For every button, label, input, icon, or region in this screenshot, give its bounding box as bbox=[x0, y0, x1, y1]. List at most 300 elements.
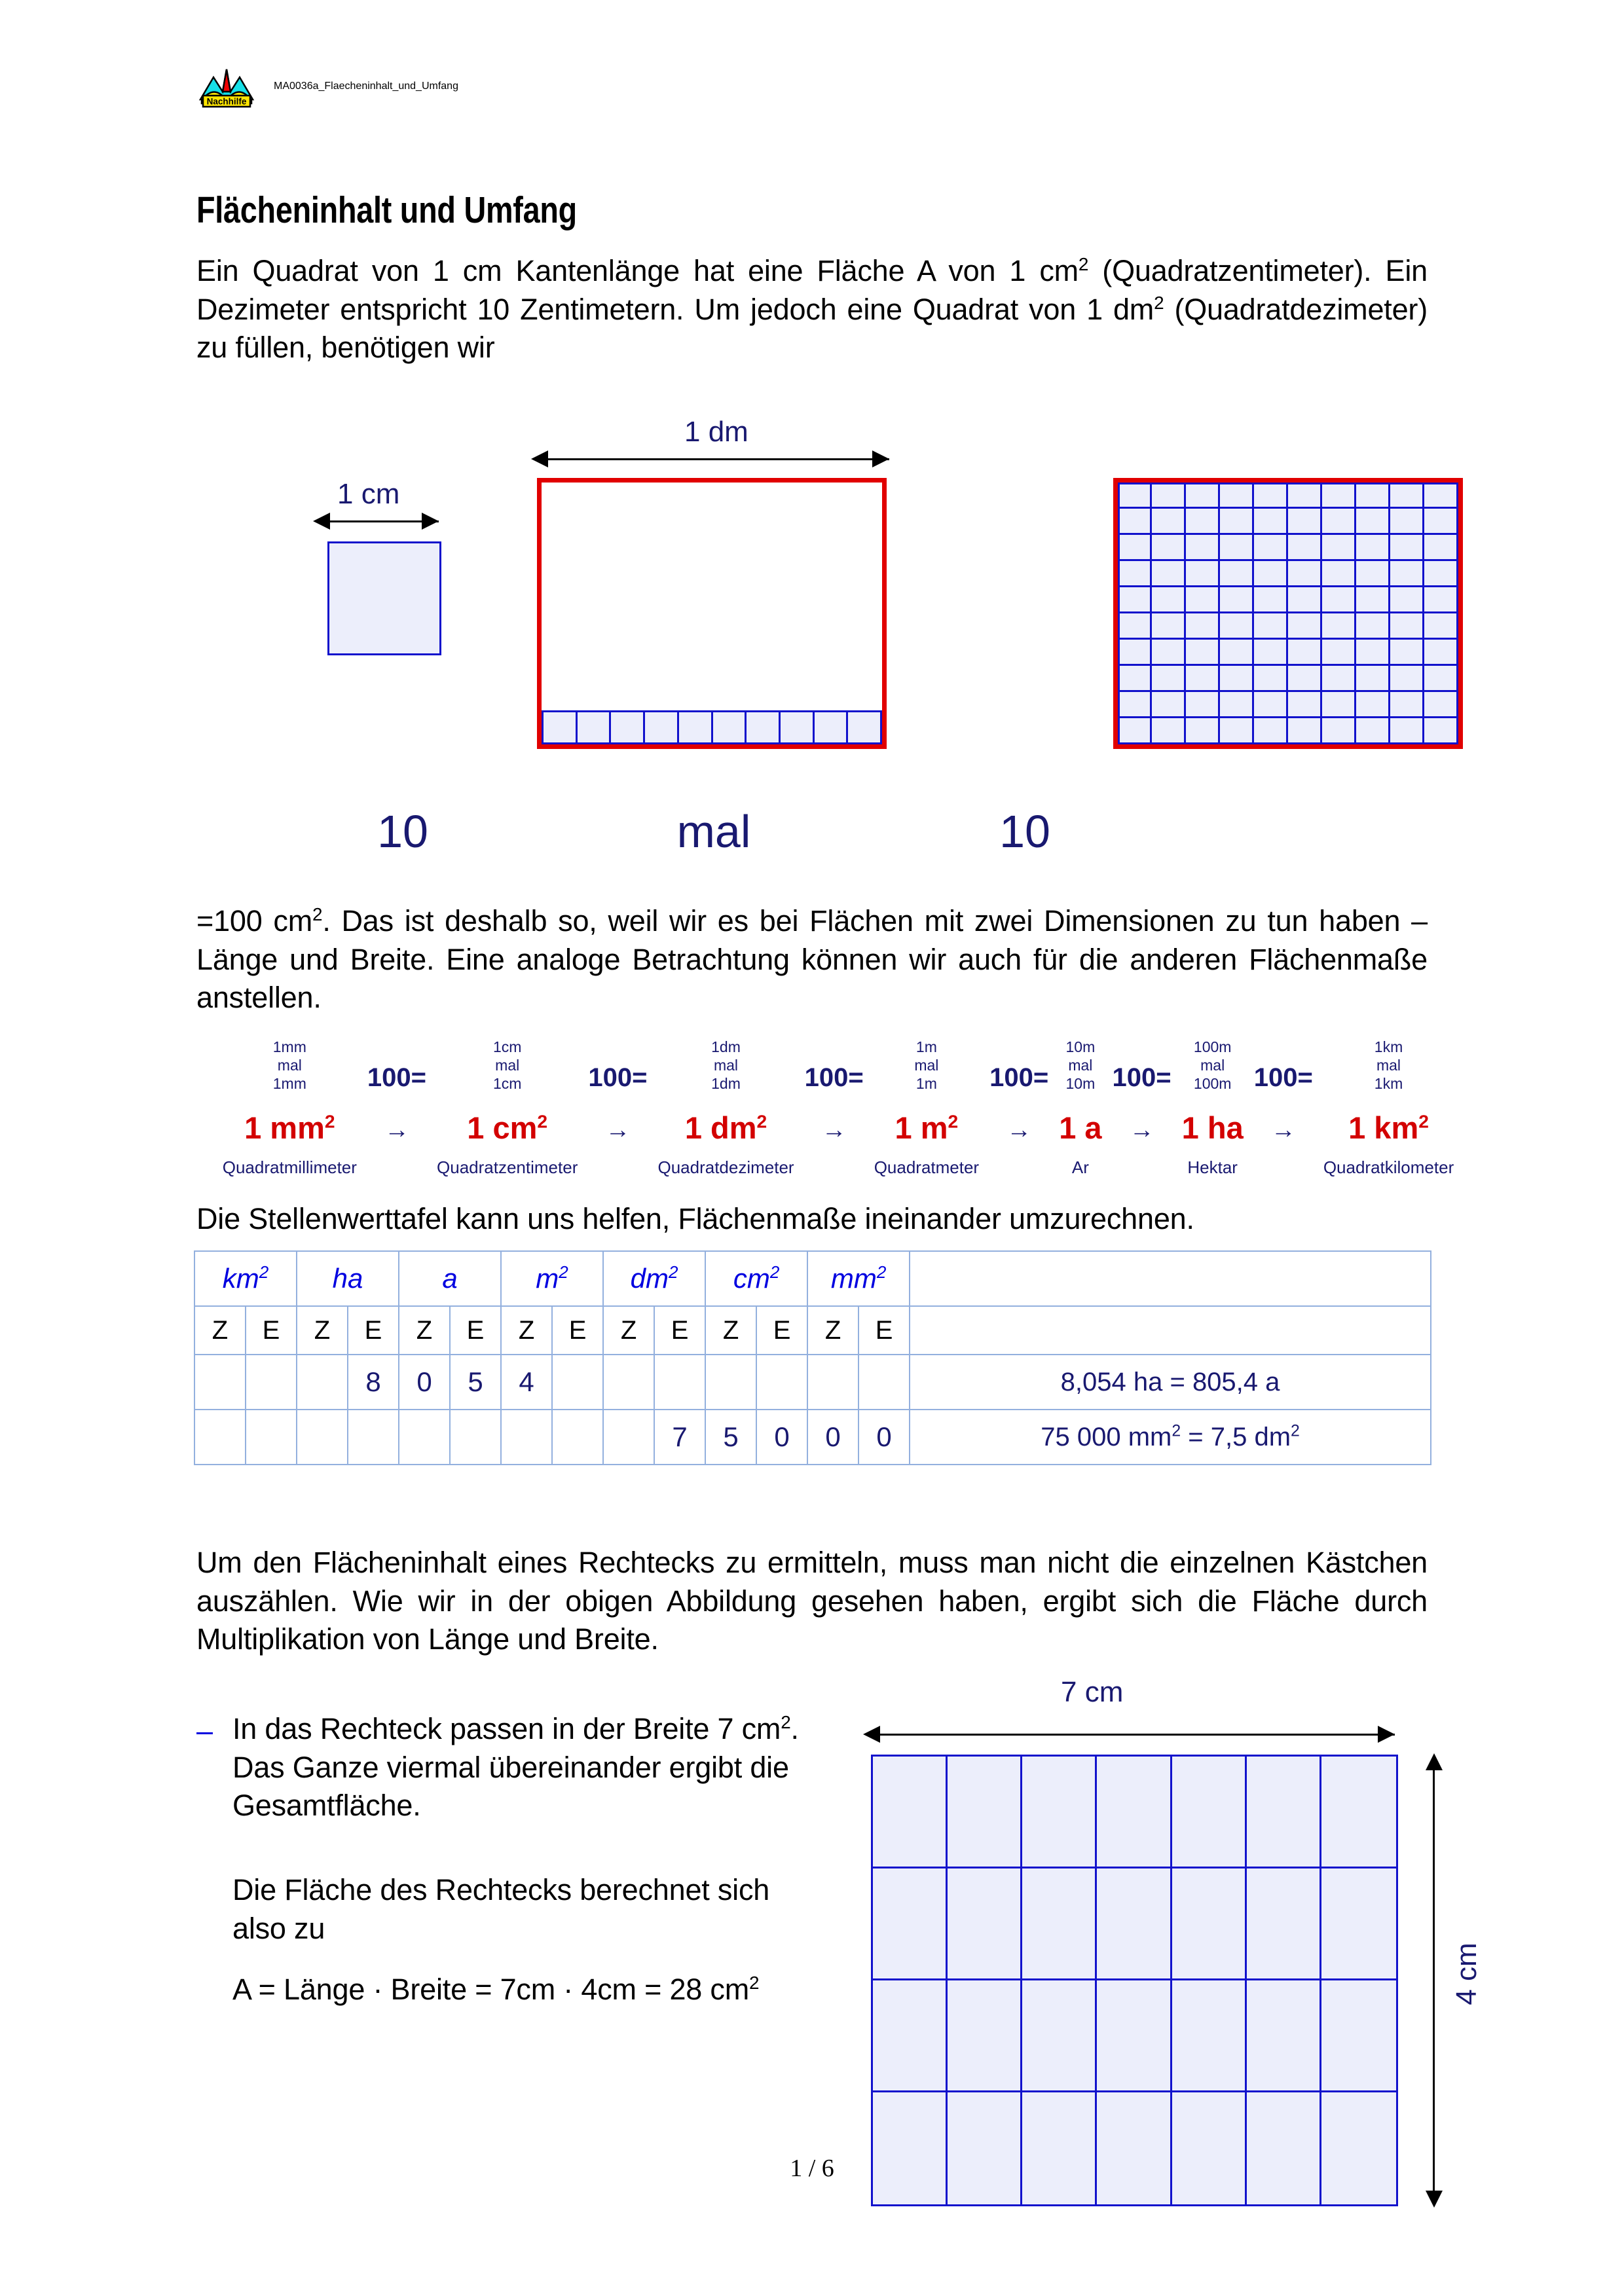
grid-cell bbox=[1390, 666, 1424, 692]
rect-cell bbox=[1097, 2092, 1172, 2204]
table-ze-cell: E bbox=[246, 1306, 297, 1355]
strip-cell bbox=[747, 710, 781, 744]
table-digit-cell: 8 bbox=[348, 1355, 399, 1410]
formula-sup: 2 bbox=[749, 1973, 760, 1993]
table-digit-cell bbox=[348, 1410, 399, 1465]
place-value-table bbox=[194, 1250, 1431, 1465]
grid-cell bbox=[1220, 509, 1254, 535]
table-note-cell bbox=[910, 1410, 1431, 1465]
table-unit-header bbox=[603, 1251, 705, 1306]
note-rhs-sup: 2 bbox=[1291, 1422, 1300, 1440]
grid-cell bbox=[1152, 483, 1186, 509]
grid-cell bbox=[1254, 587, 1288, 613]
chain-unit bbox=[244, 1110, 335, 1146]
grid-cell bbox=[1254, 483, 1288, 509]
grid-cell bbox=[1288, 718, 1322, 744]
chain-unit-name: Quadratzentimeter bbox=[437, 1157, 578, 1177]
dm-bottom-strip bbox=[542, 710, 882, 744]
rect-cell bbox=[1247, 2092, 1321, 2204]
grid-cell bbox=[1220, 561, 1254, 587]
grid-cell bbox=[1220, 666, 1254, 692]
chain-step bbox=[657, 1031, 794, 1178]
unit-sup: 2 bbox=[668, 1262, 678, 1282]
chain-arrow-icon: → bbox=[384, 1116, 409, 1144]
rect-cell bbox=[1097, 1868, 1172, 1980]
grid-cell bbox=[1220, 692, 1254, 718]
table-row bbox=[194, 1410, 1431, 1465]
grid-cell bbox=[1356, 587, 1390, 613]
table-digit-cell bbox=[756, 1355, 807, 1410]
grid-cell bbox=[1356, 483, 1390, 509]
grid-cell bbox=[1152, 718, 1186, 744]
rect-cell bbox=[1022, 1980, 1097, 2092]
grid-cell bbox=[1254, 535, 1288, 561]
mul-right: 10 bbox=[999, 806, 1050, 857]
grid-cell bbox=[1118, 718, 1152, 744]
chain-unit-text: 1 cm bbox=[467, 1110, 538, 1145]
grid-cell bbox=[1322, 535, 1356, 561]
chain-arrow-icon: → bbox=[1006, 1116, 1032, 1144]
grid-cell bbox=[1254, 718, 1288, 744]
chain-fraction-mal: mal bbox=[495, 1056, 520, 1074]
strip-cell bbox=[848, 710, 882, 744]
table-digit-cell bbox=[246, 1410, 297, 1465]
chain-fraction bbox=[493, 1031, 521, 1093]
table-ze-cell: Z bbox=[705, 1306, 756, 1355]
unit-conversion-chain bbox=[216, 1031, 1460, 1178]
rect-cell bbox=[1321, 2092, 1396, 2204]
rect-cell bbox=[948, 1980, 1022, 2092]
grid-cell bbox=[1152, 613, 1186, 640]
table-ze-cell: Z bbox=[501, 1306, 552, 1355]
grid-cell bbox=[1322, 666, 1356, 692]
grid-cell bbox=[1220, 587, 1254, 613]
dm-dimension-label: 1 dm bbox=[684, 416, 748, 448]
bullet-text-a: In das Rechteck passen in der Breite 7 cm bbox=[232, 1712, 781, 1745]
chain-unit bbox=[895, 1110, 959, 1146]
chain-operator bbox=[805, 1031, 864, 1144]
intro-text-a: Ein Quadrat von 1 cm Kantenlänge hat eine Fläche A von 1 cm bbox=[196, 254, 1079, 287]
rect-cell bbox=[873, 1868, 948, 1980]
bullet-sup: 2 bbox=[781, 1712, 791, 1732]
strip-cell bbox=[713, 710, 747, 744]
grid-cell bbox=[1390, 535, 1424, 561]
strip-cell bbox=[611, 710, 645, 744]
grid-cell bbox=[1288, 483, 1322, 509]
chain-fraction-den: 1km bbox=[1374, 1074, 1403, 1092]
table-ze-cell: Z bbox=[399, 1306, 450, 1355]
chain-unit-text: 1 dm bbox=[684, 1110, 757, 1145]
area-formula bbox=[232, 1971, 855, 2009]
table-digit-cell bbox=[399, 1410, 450, 1465]
table-digit-cell bbox=[603, 1410, 654, 1465]
grid-cell bbox=[1288, 561, 1322, 587]
table-ze-cell: Z bbox=[807, 1306, 858, 1355]
grid-cell bbox=[1356, 561, 1390, 587]
chain-fraction bbox=[273, 1031, 306, 1093]
chain-operator bbox=[367, 1031, 426, 1144]
grid-cell bbox=[1220, 483, 1254, 509]
table-row bbox=[194, 1355, 1431, 1410]
table-ze-cell: E bbox=[450, 1306, 501, 1355]
chain-fraction-num: 10m bbox=[1065, 1038, 1096, 1055]
chain-unit bbox=[1348, 1110, 1429, 1146]
table-digit-cell bbox=[194, 1410, 246, 1465]
unit-text: m bbox=[536, 1263, 559, 1294]
grid-cell bbox=[1322, 692, 1356, 718]
grid-cell bbox=[1288, 692, 1322, 718]
grid-cell bbox=[1288, 587, 1322, 613]
grid-cell bbox=[1118, 613, 1152, 640]
chain-fraction bbox=[914, 1031, 938, 1093]
chain-unit bbox=[685, 1110, 767, 1146]
table-digit-cell bbox=[450, 1410, 501, 1465]
chain-unit-sup: 2 bbox=[537, 1110, 548, 1132]
grid-cell bbox=[1118, 692, 1152, 718]
note-equals: = bbox=[1181, 1422, 1211, 1451]
grid-cell bbox=[1356, 535, 1390, 561]
chain-step bbox=[1182, 1031, 1244, 1178]
paragraph-100cm2 bbox=[196, 902, 1428, 1017]
chain-fraction-num: 1dm bbox=[711, 1038, 741, 1055]
rect-cell bbox=[1247, 1868, 1321, 1980]
table-unit-header bbox=[705, 1251, 807, 1306]
table-digit-cell: 0 bbox=[858, 1410, 910, 1465]
table-digit-cell bbox=[552, 1410, 603, 1465]
rect-cell bbox=[1172, 2092, 1247, 2204]
grid-cell bbox=[1424, 613, 1458, 640]
grid-cell bbox=[1390, 561, 1424, 587]
grid-cell bbox=[1424, 666, 1458, 692]
rect-cell bbox=[1097, 1980, 1172, 2092]
grid-cell bbox=[1322, 561, 1356, 587]
grid-cell bbox=[1424, 509, 1458, 535]
table-digit-cell: 4 bbox=[501, 1355, 552, 1410]
rect-cell bbox=[1022, 2092, 1097, 2204]
chain-unit-text: 1 a bbox=[1059, 1110, 1102, 1145]
chain-fraction-mal: mal bbox=[713, 1056, 739, 1074]
chain-unit-text: 1 km bbox=[1348, 1110, 1419, 1145]
rect-cell bbox=[1247, 1757, 1321, 1868]
chain-unit bbox=[467, 1110, 547, 1146]
grid-cell bbox=[1424, 535, 1458, 561]
grid-cell bbox=[1390, 640, 1424, 666]
document-header bbox=[196, 63, 458, 110]
table-digit-cell bbox=[603, 1355, 654, 1410]
table-ze-cell: Z bbox=[603, 1306, 654, 1355]
chain-multiplier: 100= bbox=[1112, 1063, 1172, 1092]
intro-sup-1: 2 bbox=[1078, 254, 1089, 274]
rect-cell bbox=[948, 1868, 1022, 1980]
table-digit-cell bbox=[654, 1355, 705, 1410]
table-ze-cell: Z bbox=[297, 1306, 348, 1355]
table-digit-cell bbox=[705, 1355, 756, 1410]
note-lhs: 8,054 ha bbox=[1060, 1367, 1163, 1396]
chain-operator bbox=[1254, 1031, 1313, 1144]
table-digit-cell bbox=[858, 1355, 910, 1410]
grid-cell bbox=[1424, 718, 1458, 744]
grid-cell bbox=[1186, 718, 1220, 744]
chain-unit-sup: 2 bbox=[948, 1110, 959, 1132]
chain-multiplier: 100= bbox=[804, 1063, 864, 1092]
chain-fraction-mal: mal bbox=[1376, 1056, 1401, 1074]
chain-fraction-den: 100m bbox=[1193, 1074, 1232, 1092]
chain-arrow-icon: → bbox=[821, 1116, 847, 1144]
grid-cell bbox=[1186, 535, 1220, 561]
table-unit-header bbox=[297, 1251, 399, 1306]
table-unit-header bbox=[194, 1251, 297, 1306]
table-digit-cell: 5 bbox=[705, 1410, 756, 1465]
strip-cell bbox=[781, 710, 815, 744]
grid-cell bbox=[1254, 692, 1288, 718]
table-digit-cell bbox=[297, 1355, 348, 1410]
note-equals: = bbox=[1162, 1367, 1192, 1396]
intro-sup-2: 2 bbox=[1154, 292, 1164, 313]
chain-unit-sup: 2 bbox=[756, 1110, 767, 1132]
chain-fraction-den: 1mm bbox=[272, 1074, 306, 1092]
grid-cell bbox=[1390, 718, 1424, 744]
bullet-dash-icon: – bbox=[196, 1714, 213, 1747]
unit-text: cm bbox=[733, 1263, 770, 1294]
table-digit-cell bbox=[297, 1410, 348, 1465]
p2-text-a: =100 cm bbox=[196, 904, 313, 938]
unit-sup: 2 bbox=[559, 1262, 568, 1282]
chain-step bbox=[1059, 1031, 1101, 1178]
grid-cell bbox=[1390, 509, 1424, 535]
chain-operator bbox=[588, 1031, 647, 1144]
grid-cell bbox=[1322, 483, 1356, 509]
chain-fraction-num: 1mm bbox=[272, 1038, 306, 1055]
chain-arrow-icon: → bbox=[605, 1116, 631, 1144]
note-lhs-sup: 2 bbox=[1172, 1422, 1181, 1440]
svg-text:Nachhilfe: Nachhilfe bbox=[206, 96, 247, 107]
chain-unit-name: Quadratmillimeter bbox=[222, 1157, 357, 1177]
chain-unit-text: 1 ha bbox=[1181, 1110, 1244, 1145]
table-unit-header bbox=[399, 1251, 501, 1306]
grid-cell bbox=[1356, 692, 1390, 718]
chain-fraction-mal: mal bbox=[277, 1056, 302, 1074]
strip-cell bbox=[645, 710, 679, 744]
rectangle-grid bbox=[871, 1755, 1398, 2206]
rect-cell bbox=[1321, 1868, 1396, 1980]
grid-cell bbox=[1288, 509, 1322, 535]
strip-cell bbox=[542, 710, 578, 744]
grid-cell bbox=[1424, 587, 1458, 613]
grid-cell bbox=[1118, 509, 1152, 535]
formula-text: A = Länge · Breite = 7cm · 4cm = 28 cm bbox=[232, 1973, 750, 2006]
width-dimension-label: 7 cm bbox=[1061, 1676, 1124, 1708]
figure-unit-squares bbox=[196, 416, 1441, 815]
chain-fraction-num: 1km bbox=[1374, 1038, 1403, 1055]
chain-fraction-num: 1m bbox=[915, 1038, 937, 1055]
strip-cell bbox=[679, 710, 713, 744]
chain-fraction bbox=[1066, 1031, 1096, 1093]
unit-text: km bbox=[222, 1263, 259, 1294]
grid-cell bbox=[1254, 509, 1288, 535]
chain-multiplier: 100= bbox=[989, 1063, 1049, 1092]
table-digit-cell bbox=[501, 1410, 552, 1465]
chain-fraction-den: 10m bbox=[1065, 1074, 1096, 1092]
table-note-cell bbox=[910, 1306, 1431, 1355]
rect-cell bbox=[873, 1980, 948, 2092]
chain-arrow-icon: → bbox=[1129, 1116, 1154, 1144]
page-title: Flächeninhalt und Umfang bbox=[196, 189, 577, 231]
table-digit-cell: 0 bbox=[399, 1355, 450, 1410]
p2-text-b: . Das ist deshalb so, weil wir es bei Flächen mit zwei Dimensionen zu tun haben – Länge und Breite. Eine analoge Betrachtung können wir auch für die anderen Flächenmaße anstellen. bbox=[196, 904, 1428, 1014]
grid-cell bbox=[1322, 613, 1356, 640]
unit-sup: 2 bbox=[876, 1262, 887, 1282]
grid-cell bbox=[1186, 509, 1220, 535]
grid-cell bbox=[1118, 561, 1152, 587]
rect-cell bbox=[1022, 1868, 1097, 1980]
intro-text-c: (Quadratdezimeter) zu füllen, benötigen wir bbox=[196, 292, 1428, 364]
chain-unit-text: 1 m bbox=[895, 1110, 948, 1145]
grid-cell bbox=[1356, 640, 1390, 666]
mul-operator: mal bbox=[676, 806, 751, 857]
grid-cell bbox=[1424, 483, 1458, 509]
chain-step bbox=[1323, 1031, 1454, 1178]
chain-step bbox=[223, 1031, 357, 1178]
grid-cell bbox=[1186, 587, 1220, 613]
rect-cell bbox=[873, 2092, 948, 2204]
grid-cell bbox=[1356, 666, 1390, 692]
grid-cell bbox=[1220, 640, 1254, 666]
grid-cell bbox=[1220, 613, 1254, 640]
chain-fraction bbox=[1194, 1031, 1232, 1093]
p2-sup: 2 bbox=[312, 904, 323, 924]
grid-cell bbox=[1152, 640, 1186, 666]
rect-cell bbox=[1097, 1757, 1172, 1868]
unit-text: ha bbox=[332, 1263, 363, 1294]
grid-cell bbox=[1356, 613, 1390, 640]
grid-cell bbox=[1118, 666, 1152, 692]
table-ze-cell: E bbox=[348, 1306, 399, 1355]
grid-cell bbox=[1322, 640, 1356, 666]
note-rhs: 805,4 a bbox=[1192, 1367, 1280, 1396]
rect-cell bbox=[873, 1757, 948, 1868]
grid-cell bbox=[1390, 483, 1424, 509]
chain-step bbox=[874, 1031, 979, 1178]
one-cm-square bbox=[327, 541, 441, 655]
table-digit-cell bbox=[246, 1355, 297, 1410]
chain-fraction-den: 1cm bbox=[492, 1074, 522, 1092]
paragraph-stellenwerttafel: Die Stellenwerttafel kann uns helfen, Flächenmaße ineinander umzurechnen. bbox=[196, 1202, 1194, 1235]
ten-by-ten-grid bbox=[1113, 478, 1463, 749]
unit-text: mm bbox=[830, 1263, 877, 1294]
grid-cell bbox=[1186, 640, 1220, 666]
table-ze-cell: E bbox=[552, 1306, 603, 1355]
grid-cell bbox=[1186, 483, 1220, 509]
grid-cell bbox=[1186, 561, 1220, 587]
paragraph-rechteck: Um den Flächeninhalt eines Rechtecks zu ermitteln, muss man nicht die einzelnen Kästchen auszählen. Wie wir in der obigen Abbildung gesehen haben, ergibt sich die Fläche durch Multiplikation von Länge und Breite. bbox=[196, 1546, 1428, 1656]
grid-cell bbox=[1322, 587, 1356, 613]
rect-cell bbox=[1172, 1757, 1247, 1868]
grid-cell bbox=[1288, 666, 1322, 692]
table-ze-cell: E bbox=[858, 1306, 910, 1355]
chain-unit-sup: 2 bbox=[324, 1110, 335, 1132]
rect-cell bbox=[1321, 1980, 1396, 2092]
intro-paragraph bbox=[196, 252, 1428, 367]
table-digit-cell: 7 bbox=[654, 1410, 705, 1465]
chain-unit bbox=[1059, 1110, 1101, 1146]
grid-cell bbox=[1424, 561, 1458, 587]
table-digit-cell: 0 bbox=[756, 1410, 807, 1465]
intro-text-b: (Quadratzentimeter). Ein Dezimeter entspricht 10 Zentimetern. Um jedoch eine Quadrat von 1 dm bbox=[196, 254, 1428, 326]
unit-text: a bbox=[442, 1263, 458, 1294]
grid-cell bbox=[1254, 561, 1288, 587]
grid-cell bbox=[1390, 587, 1424, 613]
grid-cell bbox=[1288, 613, 1322, 640]
chain-unit-name: Quadratkilometer bbox=[1323, 1157, 1454, 1177]
grid-cell bbox=[1186, 666, 1220, 692]
grid-cell bbox=[1118, 587, 1152, 613]
chain-multiplier: 100= bbox=[367, 1063, 427, 1092]
mul-left: 10 bbox=[377, 806, 428, 857]
table-digit-cell: 5 bbox=[450, 1355, 501, 1410]
rect-cell bbox=[1247, 1980, 1321, 2092]
rect-cell bbox=[948, 2092, 1022, 2204]
grid-cell bbox=[1390, 613, 1424, 640]
chain-fraction-mal: mal bbox=[1068, 1056, 1093, 1074]
chain-fraction bbox=[1375, 1031, 1403, 1093]
table-digit-cell bbox=[552, 1355, 603, 1410]
chain-fraction-den: 1m bbox=[915, 1074, 937, 1092]
one-dm-square-outline bbox=[537, 478, 887, 749]
grid-cell bbox=[1356, 718, 1390, 744]
chain-multiplier: 100= bbox=[588, 1063, 648, 1092]
chain-fraction-num: 1cm bbox=[492, 1038, 522, 1055]
table-unit-header bbox=[501, 1251, 603, 1306]
grid-cell bbox=[1118, 483, 1152, 509]
chain-unit-name: Hektar bbox=[1187, 1157, 1238, 1177]
chain-operator bbox=[1113, 1031, 1172, 1144]
chain-arrow-icon: → bbox=[1270, 1116, 1296, 1144]
grid-cell bbox=[1220, 718, 1254, 744]
table-ze-cell: E bbox=[654, 1306, 705, 1355]
grid-cell bbox=[1152, 587, 1186, 613]
bullet-text-b: . Das Ganze viermal übereinander ergibt die Gesamtfläche. bbox=[232, 1712, 799, 1822]
chain-unit bbox=[1182, 1110, 1244, 1146]
chain-unit-name: Quadratdezimeter bbox=[657, 1157, 794, 1177]
chain-multiplier: 100= bbox=[1253, 1063, 1313, 1092]
chain-unit-text: 1 mm bbox=[244, 1110, 325, 1145]
grid-cell bbox=[1288, 535, 1322, 561]
ten-times-ten-row bbox=[196, 805, 1441, 858]
grid-cell bbox=[1254, 666, 1288, 692]
chain-operator bbox=[989, 1031, 1048, 1144]
table-ze-cell: Z bbox=[194, 1306, 246, 1355]
nachhilfe-logo-icon bbox=[196, 63, 257, 110]
grid-cell bbox=[1254, 613, 1288, 640]
table-note-cell bbox=[910, 1355, 1431, 1410]
table-ze-cell: E bbox=[756, 1306, 807, 1355]
chain-fraction-den: 1dm bbox=[711, 1074, 741, 1092]
grid-cell bbox=[1152, 666, 1186, 692]
note-rhs: 7,5 dm bbox=[1210, 1422, 1291, 1451]
grid-cell bbox=[1424, 640, 1458, 666]
height-dimension-label: 4 cm bbox=[1450, 1942, 1483, 2005]
note-lhs: 75 000 mm bbox=[1041, 1422, 1172, 1451]
table-unit-header bbox=[807, 1251, 910, 1306]
grid-cell bbox=[1220, 535, 1254, 561]
cm-dimension-label: 1 cm bbox=[337, 478, 400, 510]
grid-cell bbox=[1356, 509, 1390, 535]
chain-fraction-mal: mal bbox=[1200, 1056, 1225, 1074]
rect-cell bbox=[1172, 1980, 1247, 2092]
bullet-text-2: Die Fläche des Rechtecks berechnet sich also zu bbox=[232, 1873, 770, 1945]
header-title: MA0036a_Flaecheninhalt_und_Umfang bbox=[274, 81, 458, 92]
unit-sup: 2 bbox=[769, 1262, 780, 1282]
